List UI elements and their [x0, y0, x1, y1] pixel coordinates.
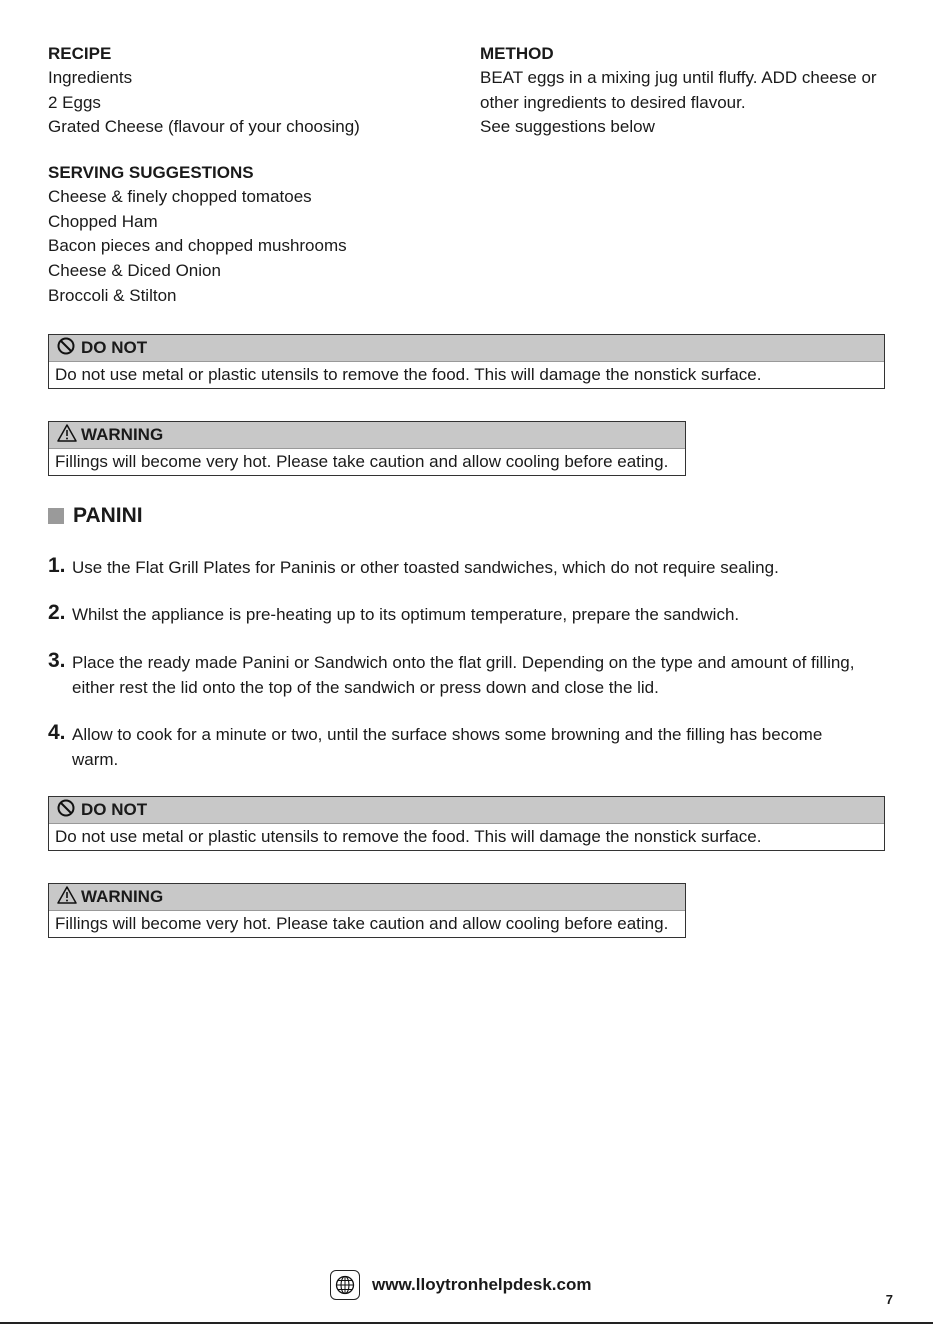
recipe-line: 2 Eggs [48, 92, 101, 112]
do-not-text: Do not use metal or plastic utensils to remove the food. This will damage the nonstick surface. [55, 827, 762, 846]
do-not-notice [48, 796, 885, 851]
step-text: either rest the lid onto the top of the sandwich or press down and close the lid. [72, 678, 659, 697]
do-not-title: DO NOT [81, 338, 148, 357]
step-number: 1. [48, 554, 66, 577]
method-line: BEAT eggs in a mixing jug until fluffy. ADD cheese or [480, 68, 877, 87]
step-number: 4. [48, 721, 66, 744]
step-text: Use the Flat Grill Plates for Paninis or other toasted sandwiches, which do not require sealing. [72, 558, 779, 577]
panini-heading [48, 504, 143, 528]
warning-header [49, 422, 685, 449]
recipe-heading: RECIPE [48, 44, 112, 63]
do-not-header [49, 335, 884, 362]
prohibited-icon [57, 337, 75, 360]
do-not-text: Do not use metal or plastic utensils to remove the food. This will damage the nonstick surface. [55, 365, 762, 384]
serving-heading: SERVING SUGGESTIONS [48, 163, 254, 182]
helpdesk-url[interactable]: www.lloytronhelpdesk.com [372, 1275, 592, 1294]
step-text: Whilst the appliance is pre-heating up to its optimum temperature, prepare the sandwich. [72, 605, 740, 624]
step-text: warm. [72, 750, 119, 769]
warning-header [49, 884, 685, 911]
section-square-icon [48, 508, 64, 524]
method-line: other ingredients to desired flavour. [480, 92, 746, 112]
method-heading: METHOD [480, 44, 554, 63]
step-number: 3. [48, 649, 66, 672]
do-not-title: DO NOT [81, 800, 148, 819]
recipe-section [48, 42, 448, 140]
warning-title: WARNING [81, 887, 164, 906]
warning-text: Fillings will become very hot. Please take caution and allow cooling before eating. [55, 452, 669, 471]
panini-step [48, 602, 898, 627]
serving-item: Broccoli & Stilton [48, 285, 177, 305]
recipe-line: Grated Cheese (flavour of your choosing) [48, 117, 360, 137]
serving-item: Cheese & finely chopped tomatoes [48, 187, 312, 206]
globe-icon [330, 1270, 360, 1300]
recipe-line: Ingredients [48, 68, 133, 87]
serving-item: Chopped Ham [48, 211, 158, 231]
serving-item: Cheese & Diced Onion [48, 261, 221, 281]
warning-notice [48, 421, 686, 476]
page-number: 7 [885, 1292, 893, 1307]
method-section [480, 42, 900, 140]
panini-step [48, 555, 898, 580]
warning-title: WARNING [81, 425, 164, 444]
serving-item: Bacon pieces and chopped mushrooms [48, 236, 347, 256]
do-not-notice [48, 334, 885, 389]
warning-triangle-icon [57, 886, 77, 909]
warning-triangle-icon [57, 424, 77, 447]
prohibited-icon [57, 799, 75, 822]
panini-step [48, 650, 898, 700]
warning-text: Fillings will become very hot. Please take caution and allow cooling before eating. [55, 914, 669, 933]
method-line: See suggestions below [480, 117, 655, 137]
footer [330, 1270, 591, 1300]
do-not-header [49, 797, 884, 824]
panini-title: PANINI [73, 504, 143, 527]
panini-step [48, 722, 898, 772]
warning-notice [48, 883, 686, 938]
serving-suggestions-section [48, 161, 468, 309]
step-text: Allow to cook for a minute or two, until the surface shows some browning and the filling has become [72, 725, 823, 744]
step-number: 2. [48, 601, 66, 624]
step-text: Place the ready made Panini or Sandwich onto the flat grill. Depending on the type and amount of filling, [72, 653, 855, 672]
